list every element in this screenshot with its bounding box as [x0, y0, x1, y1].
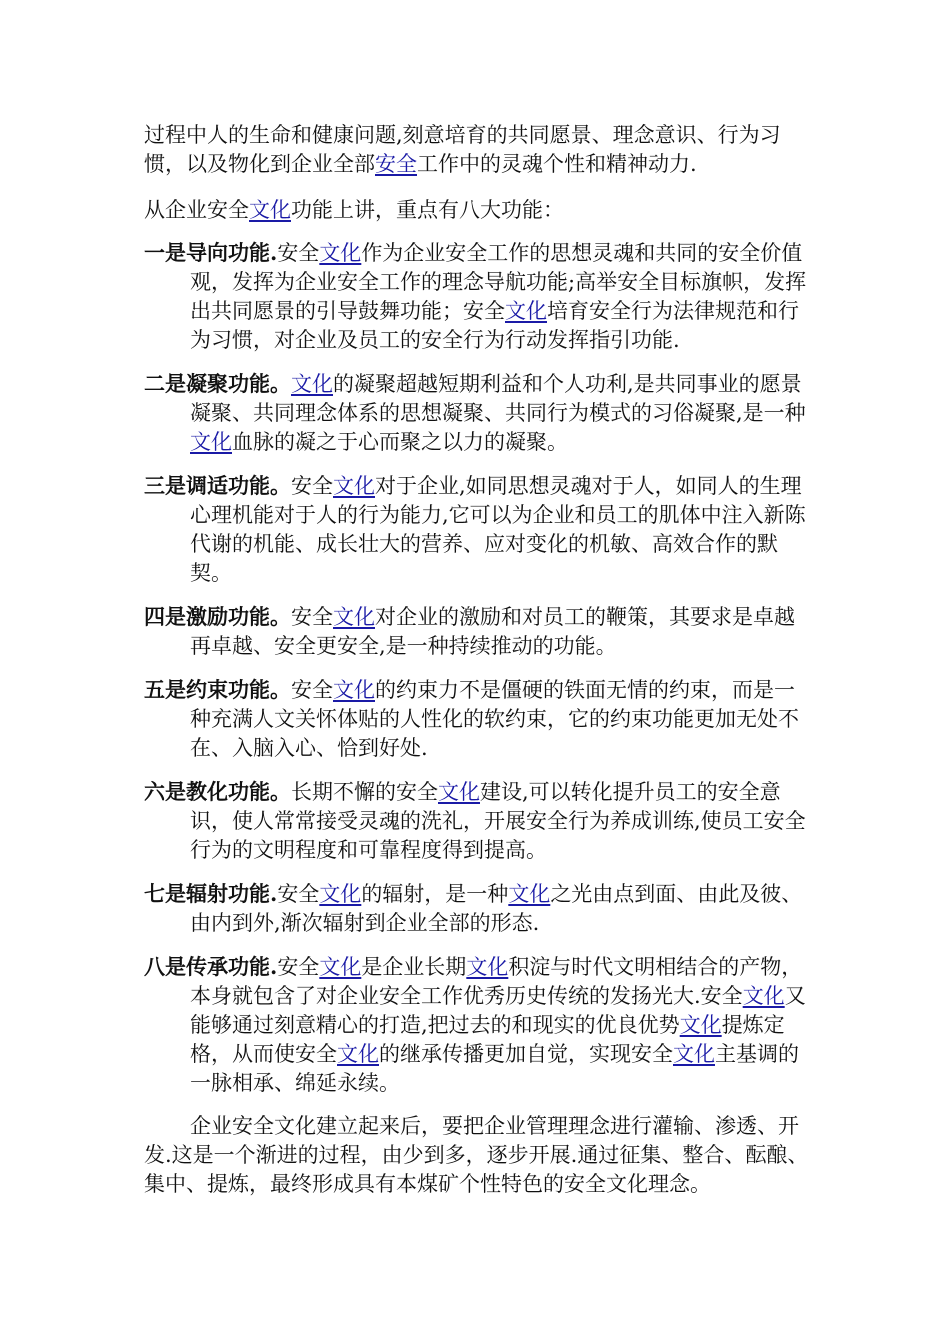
text-run: 安全: [277, 882, 320, 906]
keyword-link[interactable]: 文化: [333, 474, 375, 498]
text-run: 又能够通过刻意精心的打造,把过去的和现实的优良优势: [190, 984, 806, 1037]
function-paragraph: [144, 602, 810, 661]
text-run: 之光由点到面、由此及彼、由内到外,渐次辐射到企业全部的形态.: [190, 882, 803, 935]
function-paragraph: [144, 238, 810, 355]
function-heading: 六是教化功能。: [144, 779, 291, 804]
function-heading: 二是凝聚功能。: [144, 371, 291, 396]
text-run: 的约束力不是僵硬的铁面无情的约束，而是一种充满人文关怀体贴的人性化的软约束，它的约束功能更加无处不在、入脑入心、恰到好处.: [190, 678, 799, 760]
text-run: 是企业长期: [361, 955, 467, 979]
text-run: 的继承传播更加自觉，实现安全: [379, 1042, 673, 1066]
lead-paragraph: [144, 196, 810, 225]
function-heading: 四是激励功能。: [144, 604, 291, 629]
keyword-link[interactable]: 文化: [673, 1042, 715, 1066]
text-run: 作为企业安全工作的思想灵魂和共同的安全价值观，发挥为企业安全工作的理念导航功能;高举安全目标旗帜，发挥出共同愿景的引导鼓舞功能；安全: [190, 241, 807, 323]
function-paragraph: [144, 777, 810, 865]
keyword-link[interactable]: 文化: [319, 882, 362, 906]
keyword-link[interactable]: 文化: [249, 198, 291, 222]
keyword-link[interactable]: 文化: [319, 955, 362, 979]
text-run: 企业安全文化建立起来后，要把企业管理理念进行灌输、渗透、开发.这是一个渐进的过程，由少到多，逐步开展.通过征集、整合、酝酿、集中、提炼，最终形成具有本煤矿个性特色的安全文化理念。: [144, 1114, 809, 1196]
text-run: 的辐射，是一种: [361, 882, 509, 906]
text-run: 长期不懈的安全: [291, 780, 438, 804]
keyword-link[interactable]: 文化: [505, 299, 547, 323]
text-run: 主基调的一脉相承、绵延永续。: [190, 1042, 799, 1095]
text-run: 功能上讲，重点有八大功能：: [291, 198, 564, 222]
function-heading: 七是辐射功能.: [144, 881, 278, 906]
text-run: 对于企业,如同思想灵魂对于人，如同人的生理心理机能对于人的行为能力,它可以为企业和员工的肌体中注入新陈代谢的机能、成长壮大的营养、应对变化的机敏、高效合作的默契。: [190, 474, 806, 585]
keyword-link[interactable]: 文化: [679, 1013, 722, 1037]
keyword-link[interactable]: 文化: [190, 430, 232, 454]
keyword-link[interactable]: 文化: [337, 1042, 379, 1066]
text-run: 建设,可以转化提升员工的安全意识，使人常常接受灵魂的洗礼，开展安全行为养成训练,使员工安全行为的文明程度和可靠程度得到提高。: [190, 780, 806, 862]
function-paragraph: [144, 471, 810, 588]
text-run: 培育安全行为法律规范和行为习惯，对企业及员工的安全行为行动发挥指引功能.: [190, 299, 799, 352]
last-paragraph: [144, 1112, 810, 1199]
keyword-link[interactable]: 文化: [319, 241, 362, 265]
text-run: 对企业的激励和对员工的鞭策，其要求是卓越再卓越、安全更安全,是一种持续推动的功能。: [190, 605, 795, 658]
function-paragraph: [144, 675, 810, 763]
keyword-link[interactable]: 文化: [742, 984, 785, 1008]
function-heading: 五是约束功能。: [144, 677, 291, 702]
keyword-link[interactable]: 文化: [333, 605, 375, 629]
keyword-link[interactable]: 文化: [466, 955, 509, 979]
text-run: 安全: [291, 678, 333, 702]
text-run: 血脉的凝之于心而聚之以力的凝聚。: [232, 430, 568, 454]
text-run: 从企业安全: [144, 198, 249, 222]
intro-paragraph: [144, 121, 810, 179]
keyword-link[interactable]: 安全: [375, 152, 417, 176]
text-run: 的凝聚超越短期利益和个人功利,是共同事业的愿景凝聚、共同理念体系的思想凝聚、共同行为模式的习俗凝聚,是一种: [190, 372, 806, 425]
function-heading: 一是导向功能.: [144, 240, 278, 265]
text-run: 安全: [291, 474, 333, 498]
function-paragraph: [144, 952, 810, 1098]
text-run: 过程中人的生命和健康问题,刻意培育的共同愿景、理念意识、行为习惯，以及物化到企业全部: [144, 123, 781, 176]
function-heading: 八是传承功能.: [144, 954, 278, 979]
function-heading: 三是调适功能。: [144, 473, 291, 498]
keyword-link[interactable]: 文化: [438, 780, 480, 804]
text-run: 工作中的灵魂个性和精神动力.: [417, 152, 697, 176]
text-run: 安全: [277, 955, 320, 979]
text-run: 安全: [291, 605, 333, 629]
text-run: 积淀与时代文明相结合的产物，本身就包含了对企业安全工作优秀历史传统的发扬光大.安全: [190, 955, 803, 1008]
keyword-link[interactable]: 文化: [291, 372, 333, 396]
text-run: 安全: [277, 241, 320, 265]
function-paragraph: [144, 369, 810, 457]
keyword-link[interactable]: 文化: [508, 882, 551, 906]
keyword-link[interactable]: 文化: [333, 678, 375, 702]
text-run: 提炼定格，从而使安全: [190, 1013, 785, 1066]
function-paragraph: [144, 879, 810, 938]
document-body: [144, 121, 810, 1199]
